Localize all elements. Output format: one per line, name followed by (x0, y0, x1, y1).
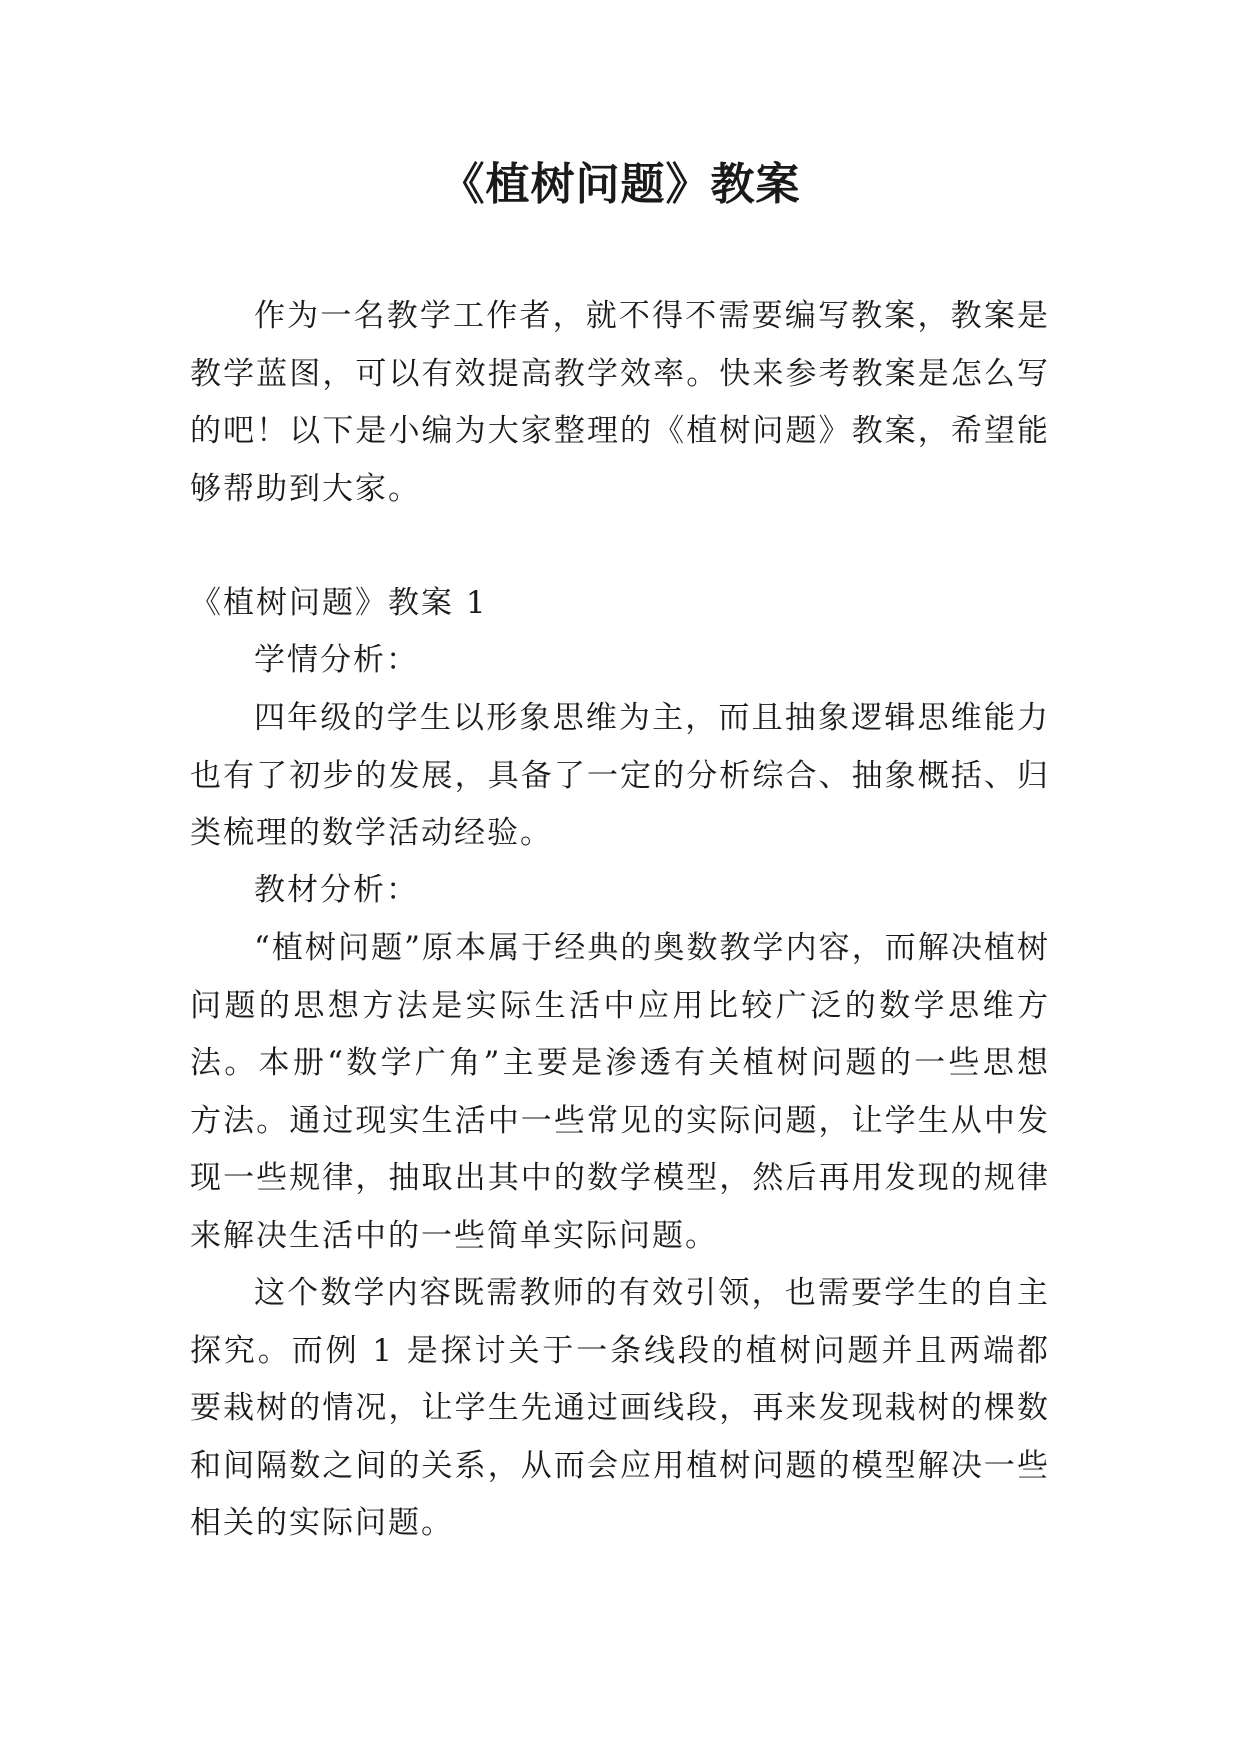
document-title: 《植树问题》教案 (440, 159, 801, 210)
intro-paragraph: 作为一名教学工作者，就不得不需要编写教案，教案是教学蓝图，可以有效提高教学效率。快来参考教案是怎么写的吧！以下是小编为大家整理的《植树问题》教案，希望能够帮助到大家。 (190, 298, 1050, 507)
section-heading: 《植树问题》教案 1 (190, 585, 488, 621)
paragraph-textbook-analysis: “植树问题”原本属于经典的奥数教学内容，而解决植树问题的思想方法是实际生活中应用比较广泛的数学思维方法。本册“数学广角”主要是渗透有关植树问题的一些思想方法。通过现实生活中一些常见的实际问题，让学生从中发现一些规律，抽取出其中的数学模型，然后再用发现的规律来解决生活中的一些简单实际问题。 (190, 930, 1050, 1254)
paragraph-student-analysis: 四年级的学生以形象思维为主，而且抽象逻辑思维能力也有了初步的发展，具备了一定的分析综合、抽象概括、归类梳理的数学活动经验。 (190, 700, 1050, 851)
label-student-analysis: 学情分析： (254, 642, 419, 678)
paragraph-example-discussion: 这个数学内容既需教师的有效引领，也需要学生的自主探究。而例 1 是探讨关于一条线段的植树问题并且两端都要栽树的情况，让学生先通过画线段，再来发现栽树的棵数和间隔数之间的关系，从而会应用植树问题的模型解决一些相关的实际问题。 (190, 1275, 1050, 1541)
label-textbook-analysis: 教材分析： (254, 872, 419, 908)
